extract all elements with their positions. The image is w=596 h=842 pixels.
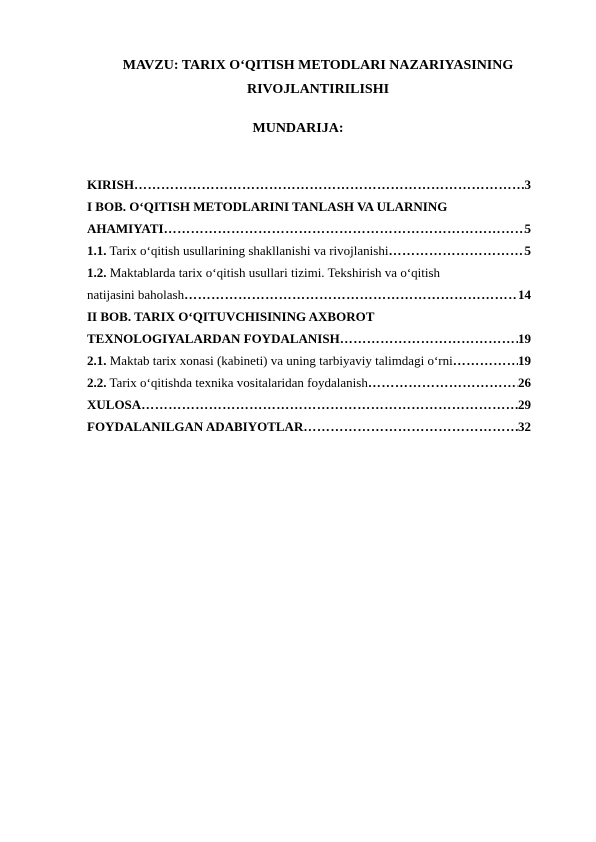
toc-entry-kirish bbox=[87, 174, 531, 196]
toc-label: Maktablarda tarix o‘qitish usullari tizimi. Tekshirish va o‘qitish bbox=[109, 265, 441, 280]
toc-leader bbox=[368, 372, 518, 394]
toc-label: Maktab tarix xonasi (kabineti) va uning tarbiyaviy talimdagi o‘rni bbox=[109, 353, 453, 368]
toc-label: XULOSA bbox=[87, 397, 142, 412]
document-title-line-2: RIVOJLANTIRILISHI bbox=[246, 82, 390, 97]
toc-leader bbox=[184, 284, 518, 306]
toc-entry-bob2-line2 bbox=[87, 328, 531, 350]
toc-entry-1-2-line1 bbox=[87, 262, 531, 284]
toc-label: FOYDALANILGAN ADABIYOTLAR bbox=[87, 419, 304, 434]
table-of-contents bbox=[87, 174, 531, 438]
toc-label: I BOB. O‘QITISH METODLARINI TANLASH VA ULARNING bbox=[87, 199, 448, 214]
toc-section-number: 1.2. bbox=[87, 265, 107, 280]
toc-leader bbox=[134, 174, 525, 196]
toc-page-number: 19 bbox=[518, 331, 531, 346]
toc-label: II BOB. TARIX O‘QITUVCHISINING AXBOROT bbox=[87, 309, 375, 324]
document-title-line-1: MAVZU: TARIX O‘QITISH METODLARI NAZARIYASINING bbox=[122, 58, 514, 73]
toc-label: Tarix o‘qitish usullarining shakllanishi va rivojlanishi bbox=[109, 243, 389, 258]
toc-page-number: 5 bbox=[524, 243, 531, 258]
toc-entry-1-1 bbox=[87, 240, 531, 262]
toc-leader bbox=[303, 416, 518, 438]
toc-entry-xulosa bbox=[87, 394, 531, 416]
toc-entry-bob1-line1 bbox=[87, 196, 531, 218]
toc-page-number: 32 bbox=[518, 419, 531, 434]
toc-leader bbox=[453, 350, 518, 372]
toc-label: natijasini baholash bbox=[87, 287, 185, 302]
toc-leader bbox=[141, 394, 518, 416]
toc-page-number: 5 bbox=[524, 221, 531, 236]
toc-entry-2-2 bbox=[87, 372, 531, 394]
toc-label: TEXNOLOGIYALARDAN FOYDALANISH bbox=[87, 331, 340, 346]
contents-heading: MUNDARIJA: bbox=[252, 121, 344, 136]
toc-entry-2-1 bbox=[87, 350, 531, 372]
toc-entry-bob2-line1 bbox=[87, 306, 531, 328]
toc-page-number: 14 bbox=[518, 287, 531, 302]
toc-label: Tarix o‘qitishda texnika vositalaridan foydalanish bbox=[109, 375, 368, 390]
toc-leader bbox=[388, 240, 524, 262]
toc-entry-bob1-line2 bbox=[87, 218, 531, 240]
toc-section-number: 2.2. bbox=[87, 375, 107, 390]
toc-page-number: 19 bbox=[518, 353, 531, 368]
toc-label: AHAMIYATI bbox=[87, 221, 164, 236]
toc-entry-1-2-line2 bbox=[87, 284, 531, 306]
toc-entry-adabiyotlar bbox=[87, 416, 531, 438]
toc-leader bbox=[340, 328, 518, 350]
toc-page-number: 26 bbox=[518, 375, 531, 390]
toc-page-number: 29 bbox=[518, 397, 531, 412]
toc-page-number: 3 bbox=[524, 177, 531, 192]
toc-section-number: 2.1. bbox=[87, 353, 107, 368]
toc-label: KIRISH bbox=[87, 177, 134, 192]
toc-leader bbox=[164, 218, 525, 240]
toc-section-number: 1.1. bbox=[87, 243, 107, 258]
